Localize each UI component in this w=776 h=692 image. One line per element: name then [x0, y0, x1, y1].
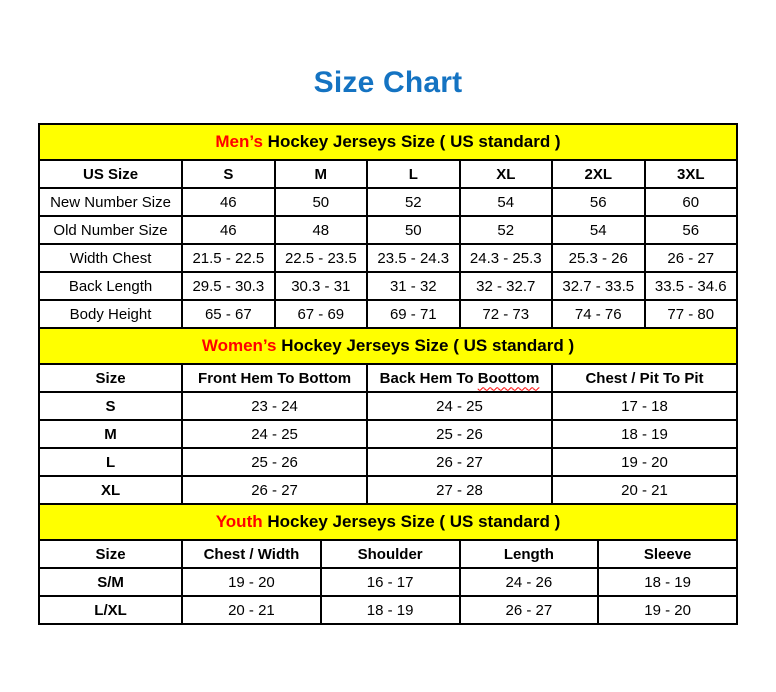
size-value-cell: 19 - 20: [598, 596, 737, 624]
table-row: [39, 272, 737, 300]
section-title-highlight: Youth: [215, 512, 263, 531]
size-value-cell: 27 - 28: [367, 476, 552, 504]
size-value-cell: 16 - 17: [321, 568, 460, 596]
column-header: Back Hem To Boottom: [367, 364, 552, 392]
row-label: L/XL: [39, 596, 182, 624]
section-title-highlight: Women’s: [201, 336, 277, 355]
size-value-cell: 23 - 24: [182, 392, 367, 420]
row-label: Old Number Size: [39, 216, 182, 244]
mens-size-table: [38, 123, 738, 329]
column-header: Size: [39, 364, 182, 392]
size-value-cell: 52: [367, 188, 459, 216]
size-value-cell: 56: [645, 216, 738, 244]
column-header: Chest / Width: [182, 540, 321, 568]
column-header: L: [367, 160, 459, 188]
size-value-cell: 18 - 19: [598, 568, 737, 596]
youth-size-table: [38, 503, 738, 625]
size-value-cell: 20 - 21: [182, 596, 321, 624]
row-label: S/M: [39, 568, 182, 596]
size-value-cell: 24 - 25: [367, 392, 552, 420]
size-value-cell: 19 - 20: [552, 448, 737, 476]
row-label: S: [39, 392, 182, 420]
size-value-cell: 19 - 20: [182, 568, 321, 596]
size-value-cell: 54: [460, 188, 552, 216]
size-value-cell: 31 - 32: [367, 272, 459, 300]
size-value-cell: 22.5 - 23.5: [275, 244, 367, 272]
womens-header-row: [39, 364, 737, 392]
column-header: 2XL: [552, 160, 644, 188]
size-value-cell: 46: [182, 188, 274, 216]
size-value-cell: 74 - 76: [552, 300, 644, 328]
size-value-cell: 24.3 - 25.3: [460, 244, 552, 272]
column-header: 3XL: [645, 160, 738, 188]
table-row: [39, 568, 737, 596]
size-value-cell: 32.7 - 33.5: [552, 272, 644, 300]
column-header: Size: [39, 540, 182, 568]
page-title: Size Chart: [313, 66, 463, 99]
table-row: [39, 300, 737, 328]
row-label: M: [39, 420, 182, 448]
row-label: New Number Size: [39, 188, 182, 216]
size-value-cell: 21.5 - 22.5: [182, 244, 274, 272]
size-tables: [38, 123, 738, 625]
youth-section-row: [39, 504, 737, 540]
size-value-cell: 25.3 - 26: [552, 244, 644, 272]
column-header: Chest / Pit To Pit: [552, 364, 737, 392]
column-header: Front Hem To Bottom: [182, 364, 367, 392]
size-value-cell: 65 - 67: [182, 300, 274, 328]
table-row: [39, 420, 737, 448]
youth-header-row: [39, 540, 737, 568]
column-header: M: [275, 160, 367, 188]
table-row: [39, 244, 737, 272]
table-row: [39, 448, 737, 476]
size-value-cell: 18 - 19: [552, 420, 737, 448]
section-title-text: Hockey Jerseys Size ( US standard ): [281, 336, 575, 355]
size-value-cell: 33.5 - 34.6: [645, 272, 738, 300]
size-value-cell: 29.5 - 30.3: [182, 272, 274, 300]
row-label: Width Chest: [39, 244, 182, 272]
size-value-cell: 56: [552, 188, 644, 216]
youth-section-title: [39, 504, 737, 540]
size-value-cell: 17 - 18: [552, 392, 737, 420]
size-value-cell: 26 - 27: [182, 476, 367, 504]
size-value-cell: 69 - 71: [367, 300, 459, 328]
size-value-cell: 52: [460, 216, 552, 244]
section-title-text: Hockey Jerseys Size ( US standard ): [267, 132, 561, 151]
row-label: L: [39, 448, 182, 476]
size-value-cell: 32 - 32.7: [460, 272, 552, 300]
table-row: [39, 596, 737, 624]
size-value-cell: 26 - 27: [645, 244, 738, 272]
size-value-cell: 67 - 69: [275, 300, 367, 328]
size-value-cell: 48: [275, 216, 367, 244]
mens-section-title: [39, 124, 737, 160]
womens-size-table: [38, 327, 738, 505]
size-value-cell: 24 - 25: [182, 420, 367, 448]
size-value-cell: 30.3 - 31: [275, 272, 367, 300]
section-title-text: Hockey Jerseys Size ( US standard ): [267, 512, 561, 531]
size-value-cell: 46: [182, 216, 274, 244]
size-value-cell: 54: [552, 216, 644, 244]
size-value-cell: 24 - 26: [460, 568, 599, 596]
womens-section-title: [39, 328, 737, 364]
size-value-cell: 72 - 73: [460, 300, 552, 328]
size-value-cell: 25 - 26: [182, 448, 367, 476]
table-row: [39, 188, 737, 216]
size-value-cell: 50: [275, 188, 367, 216]
row-label: XL: [39, 476, 182, 504]
size-value-cell: 60: [645, 188, 738, 216]
column-header: S: [182, 160, 274, 188]
size-value-cell: 23.5 - 24.3: [367, 244, 459, 272]
size-value-cell: 25 - 26: [367, 420, 552, 448]
column-header: Length: [460, 540, 599, 568]
mens-section-row: [39, 124, 737, 160]
table-row: [39, 392, 737, 420]
section-title-highlight: Men’s: [215, 132, 263, 151]
row-label: Back Length: [39, 272, 182, 300]
size-value-cell: 26 - 27: [460, 596, 599, 624]
womens-section-row: [39, 328, 737, 364]
size-value-cell: 18 - 19: [321, 596, 460, 624]
mens-header-row: [39, 160, 737, 188]
column-header: XL: [460, 160, 552, 188]
size-value-cell: 26 - 27: [367, 448, 552, 476]
size-value-cell: 50: [367, 216, 459, 244]
row-label: Body Height: [39, 300, 182, 328]
misspelled-word: Boottom: [477, 369, 540, 387]
size-value-cell: 20 - 21: [552, 476, 737, 504]
table-row: [39, 216, 737, 244]
size-value-cell: 77 - 80: [645, 300, 738, 328]
table-row: [39, 476, 737, 504]
column-header: Shoulder: [321, 540, 460, 568]
column-header: US Size: [39, 160, 182, 188]
column-header: Sleeve: [598, 540, 737, 568]
